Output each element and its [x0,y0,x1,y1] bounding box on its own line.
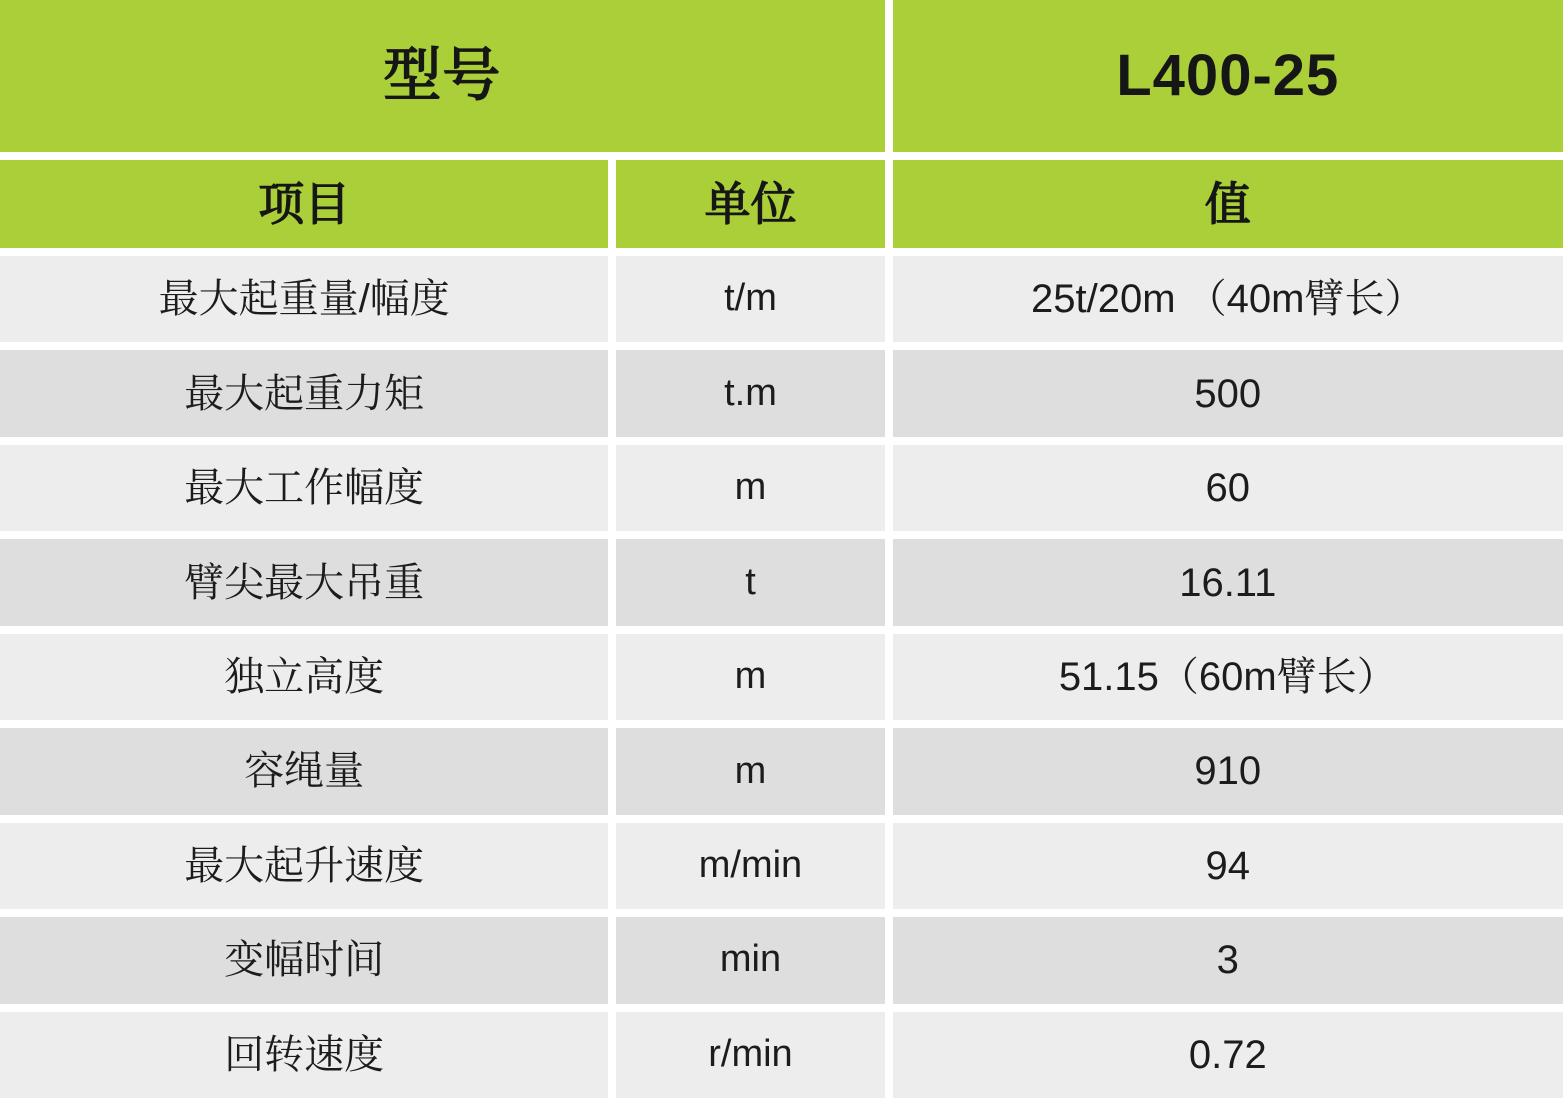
row-item-cell: 变幅时间 [0,917,608,1003]
column-header-value: 值 [893,160,1563,248]
row-value-cell: 500 [893,350,1563,436]
row-value-cell: 51.15（60m臂长） [893,634,1563,720]
row-value-cell: 0.72 [893,1012,1563,1098]
row-unit-cell: m/min [616,823,884,909]
model-header-value: L400-25 [893,0,1563,152]
row-unit-cell: m [616,634,884,720]
row-value-cell: 60 [893,445,1563,531]
column-header-item: 项目 [0,160,608,248]
row-item-cell: 最大工作幅度 [0,445,608,531]
row-unit-cell: min [616,917,884,1003]
row-unit-cell: t/m [616,256,884,342]
row-item-cell: 最大起重力矩 [0,350,608,436]
row-unit-cell: t.m [616,350,884,436]
row-item-cell: 容绳量 [0,728,608,814]
row-value-cell: 910 [893,728,1563,814]
row-unit-cell: m [616,445,884,531]
row-unit-cell: r/min [616,1012,884,1098]
row-item-cell: 最大起升速度 [0,823,608,909]
row-item-cell: 独立高度 [0,634,608,720]
row-value-cell: 94 [893,823,1563,909]
row-item-cell: 臂尖最大吊重 [0,539,608,625]
column-header-unit: 单位 [616,160,884,248]
row-value-cell: 16.11 [893,539,1563,625]
row-unit-cell: m [616,728,884,814]
row-item-cell: 回转速度 [0,1012,608,1098]
row-unit-cell: t [616,539,884,625]
row-item-cell: 最大起重量/幅度 [0,256,608,342]
model-header-label: 型号 [0,0,885,152]
row-value-cell: 25t/20m （40m臂长） [893,256,1563,342]
row-value-cell: 3 [893,917,1563,1003]
